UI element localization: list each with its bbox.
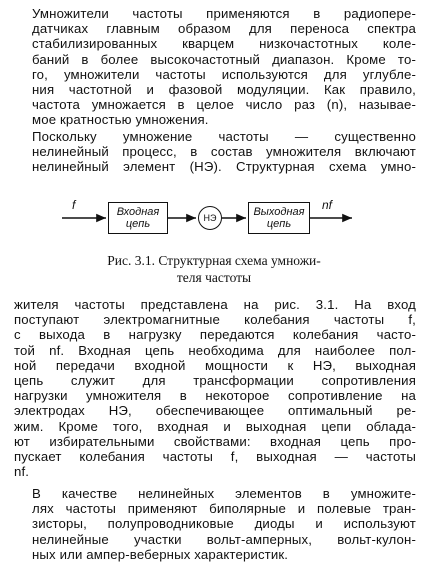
paragraph-intro (14, 6, 416, 128)
figure-caption (0, 252, 428, 286)
text-line: нелинейный элемент (НЭ). Структурная схема умно- (32, 159, 416, 175)
text-line: баний в более высокочастотный диапазон. Кроме то- (32, 51, 416, 67)
text-line: электродах НЭ, обеспечивающее оптимальный ре- (14, 403, 416, 419)
text-line: Умножители частоты применяются в радиопере- (32, 6, 416, 21)
text-line: лях частоты применяют биполярные и полевые тран- (32, 501, 416, 517)
output-frequency-label: nf (322, 198, 333, 212)
text-line: стабилизированных кварцем низкочастотных коле- (32, 36, 416, 52)
output-circuit-block (248, 202, 310, 234)
text-line: поступают электромагнитные колебания частоты f, (14, 312, 416, 328)
text-line: нагрузки умножителя в некоторое сопротивление на (14, 388, 416, 404)
text-line: нелинейный процесс, в состав умножителя включают (32, 144, 416, 160)
text-line: ния частотной и фазовой модуляции. Как правило, (32, 82, 416, 98)
text-line: пускает колебания частоты f, выходная — частоты (14, 449, 416, 465)
text-line: ют избирательными свойствами: входная цепь про- (14, 433, 416, 449)
output-block-line: цепь (266, 218, 292, 230)
caption-line: Рис. 3.1. Структурная схема умножи- (107, 253, 321, 268)
paragraph-elements (14, 486, 416, 562)
text-line: датчиках главным образом для переноса спектра (32, 21, 416, 37)
text-line: ных или ампер-веберных характеристик. (32, 546, 289, 562)
text-line: Поскольку умножение частоты — существенно (32, 129, 416, 144)
input-circuit-block (108, 202, 168, 234)
caption-line: теля частоты (176, 270, 252, 285)
text-line: частота умножается в целое число раз (n), называе- (32, 97, 416, 113)
text-line: nf. (14, 464, 30, 480)
paragraph-nonlinear (14, 129, 416, 175)
input-block-line: цепь (125, 218, 151, 230)
text-line: той nf. Входная цепь необходима для наиболее пол- (14, 342, 416, 358)
nonlinear-element-label: НЭ (203, 213, 217, 223)
text-line: мое кратностью умножения. (32, 112, 209, 128)
text-line: го, умножители частоты используются для углубле- (32, 66, 416, 82)
text-line: В качестве нелинейных элементов в умножите- (32, 486, 416, 501)
text-line: с выхода в нагрузку передаются колебания часто- (14, 327, 416, 343)
text-line: жим. Кроме того, входная и выходная цепи облада- (14, 418, 416, 434)
text-line: ной передачи входной мощности к НЭ, выходная (14, 357, 416, 373)
text-line: зисторы, полупроводниковые диоды и используют (32, 516, 416, 532)
output-block-line: Выходная (253, 206, 305, 218)
input-frequency-label: f (72, 198, 76, 212)
nonlinear-element-node (198, 206, 222, 230)
paragraph-description (14, 297, 416, 479)
block-diagram (0, 196, 428, 242)
input-block-line: Входная (116, 206, 160, 218)
text-line: нелинейные участки вольт-амперных, вольт-кулон- (32, 531, 416, 547)
text-line: цепь служит для трансформации сопротивления (14, 373, 416, 389)
text-line: жителя частоты представлена на рис. 3.1. На вход (14, 297, 416, 312)
